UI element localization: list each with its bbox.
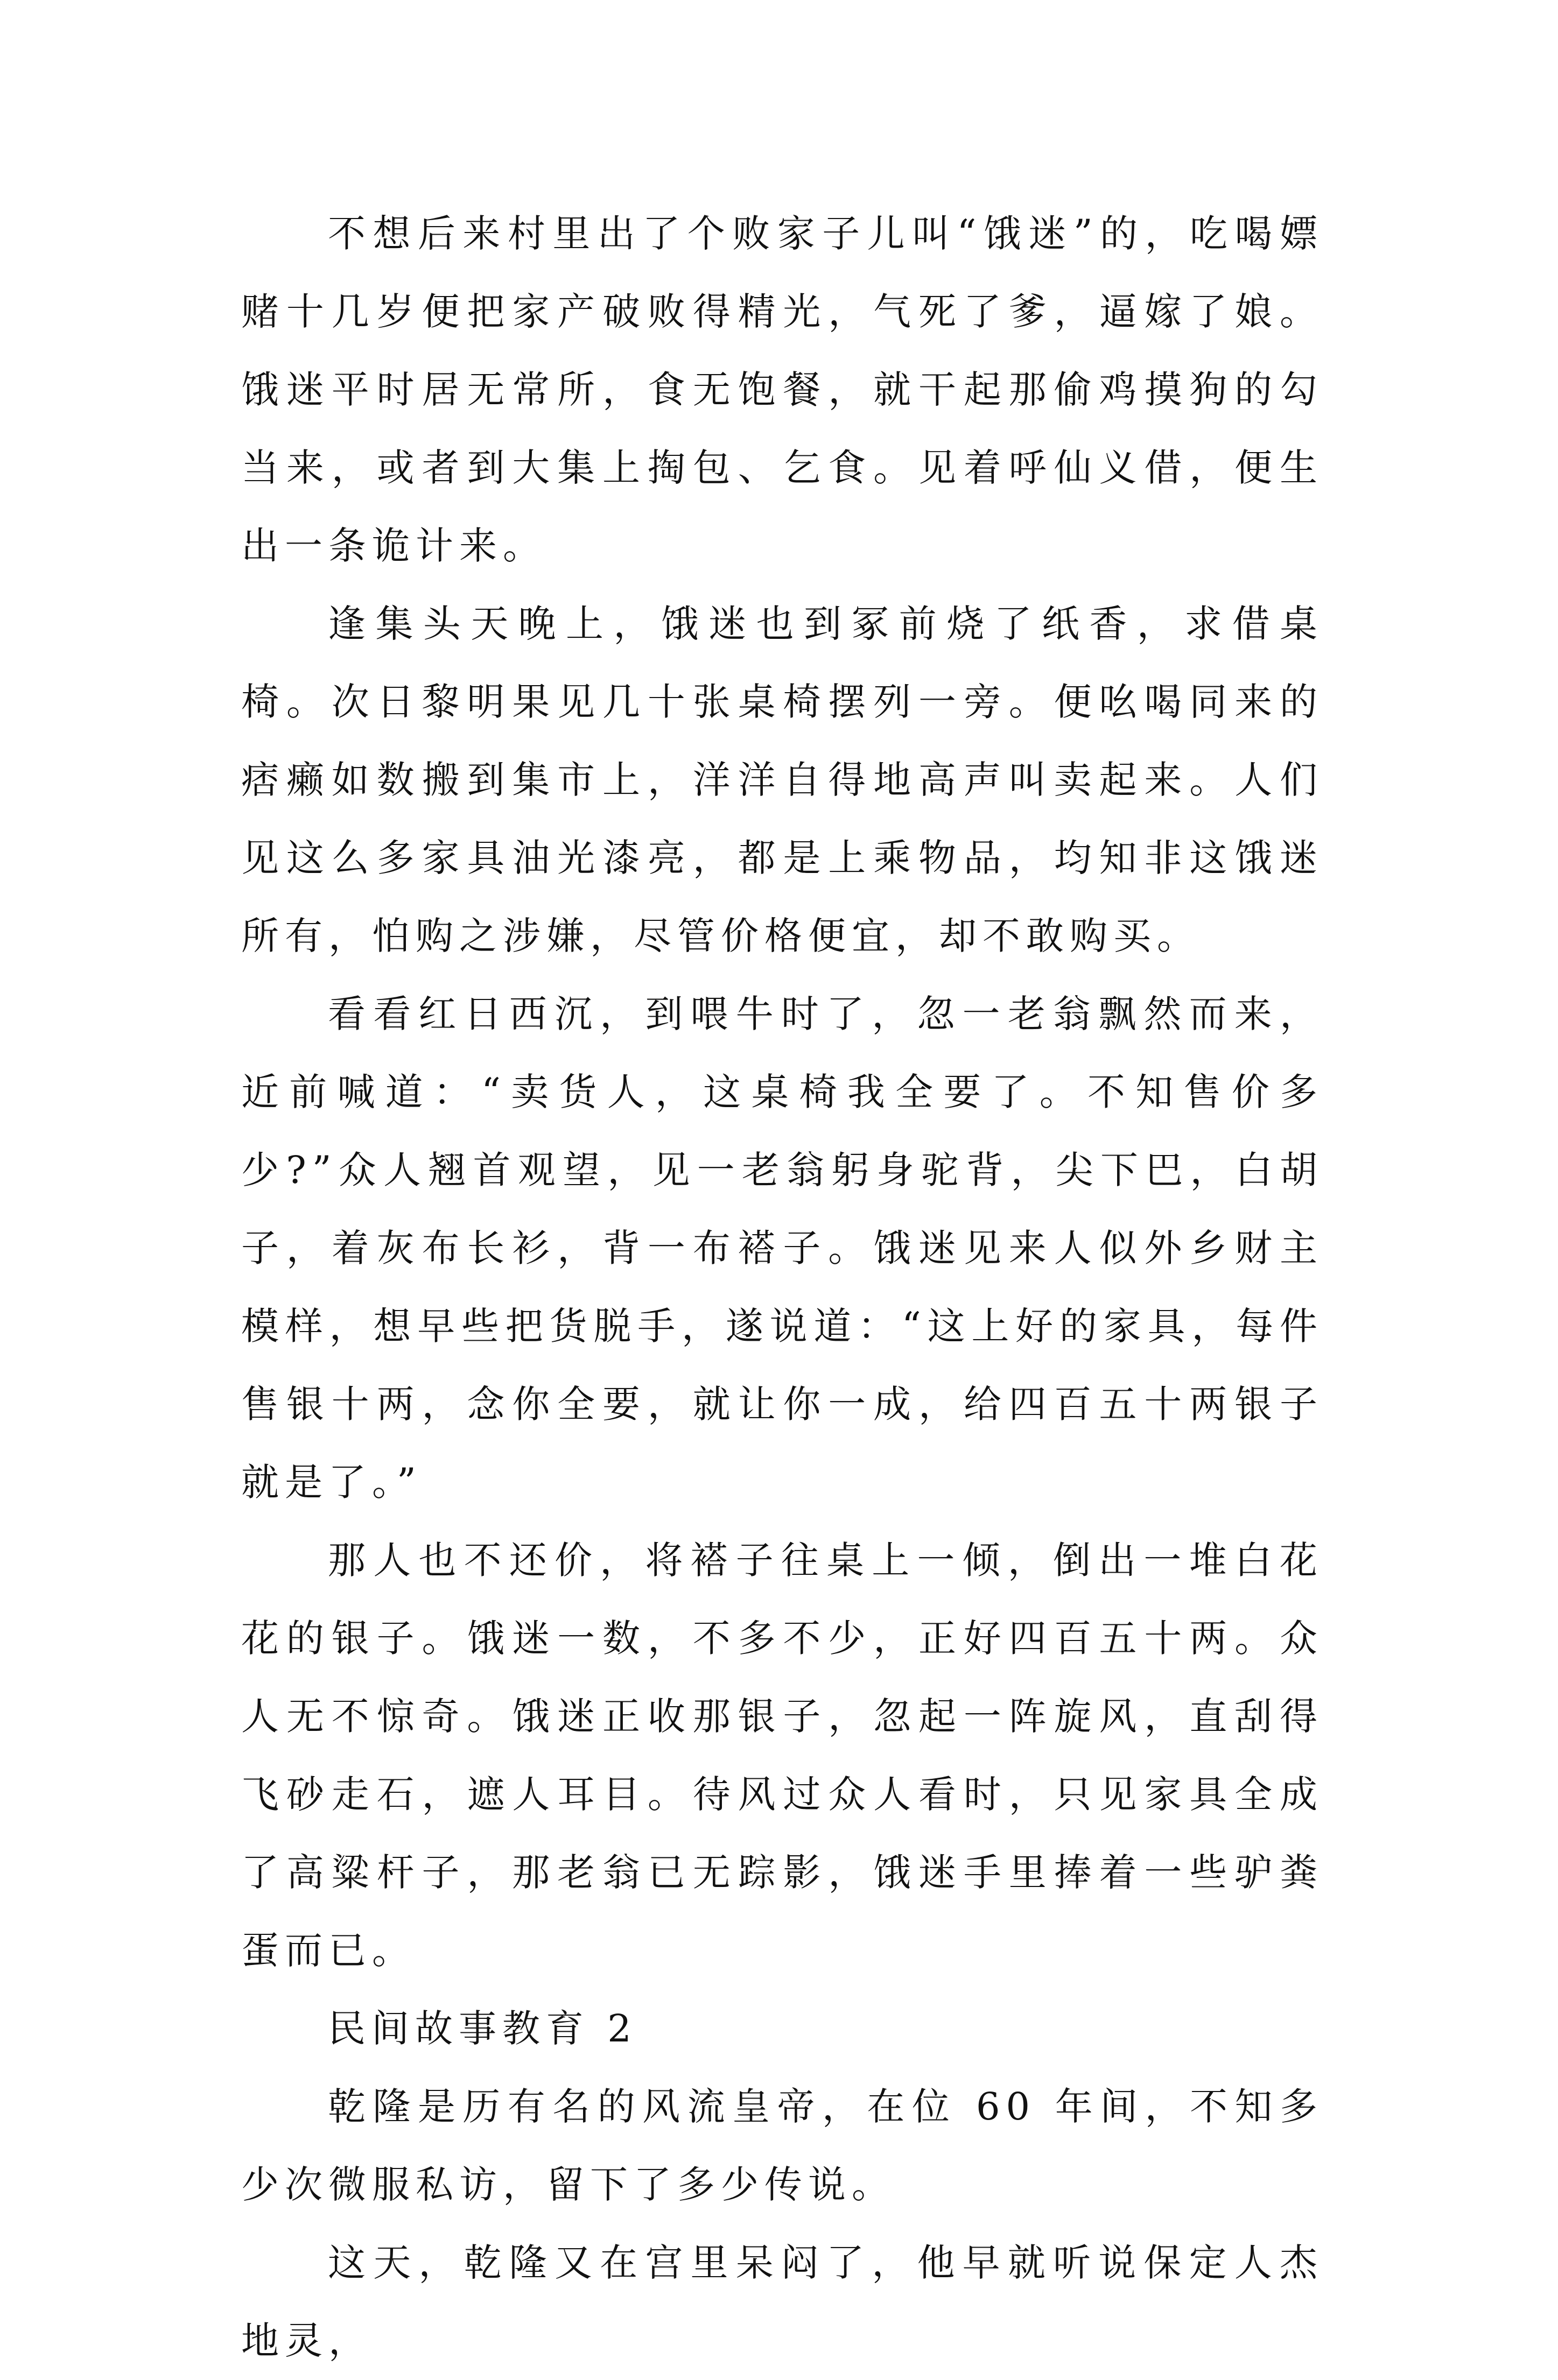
paragraph: 这天，乾隆又在宫里呆闷了，他早就听说保定人杰地灵， [241,2241,1323,2363]
paragraph: 看看红日西沉，到喂牛时了，忽一老翁飘然而来，近前喊道：“卖货人，这桌椅我全要了。不知售价多少?”众人翘首观望，见一老翁躬身驼背，尖下巴，白胡子，着灰布长衫，背一布褡子。饿迷见来人似外乡财主模样，想早些把货脱手，遂说道：“这上好的家具，每件售银十两，念你全要，就让你一成，给四百五十两银子就是了。” [241,992,1323,1504]
section-title: 民间故事教育 2 [328,2006,637,2051]
paragraph: 那人也不还价，将褡子往桌上一倾，倒出一堆白花花的银子。饿迷一数，不多不少，正好四百五十两。众人无不惊奇。饿迷正收那银子，忽起一阵旋风，直刮得飞砂走石，遮人耳目。待风过众人看时，只见家具全成了高粱杆子，那老翁已无踪影，饿迷手里捧着一些驴粪蛋而已。 [241,1538,1323,1973]
paragraph: 乾隆是历有名的风流皇帝，在位 60 年间，不知多少次微服私访，留下了多少传说。 [241,2085,1323,2207]
paragraph: 逢集头天晚上，饿迷也到冢前烧了纸香，求借桌椅。次日黎明果见几十张桌椅摆列一旁。便吆喝同来的痞癞如数搬到集市上，洋洋自得地高声叫卖起来。人们见这么多家具油光漆亮，都是上乘物品，均知非这饿迷所有，怕购之涉嫌，尽管价格便宜，却不敢购买。 [241,602,1323,958]
paragraph: 不想后来村里出了个败家子儿叫“饿迷”的，吃喝嫖赌十几岁便把家产破败得精光，气死了爹，逼嫁了娘。饿迷平时居无常所，食无饱餐，就干起那偷鸡摸狗的勾当来，或者到大集上掏包、乞食。见着呼仙义借，便生出一条诡计来。 [241,212,1323,568]
document-body [241,195,1323,2380]
